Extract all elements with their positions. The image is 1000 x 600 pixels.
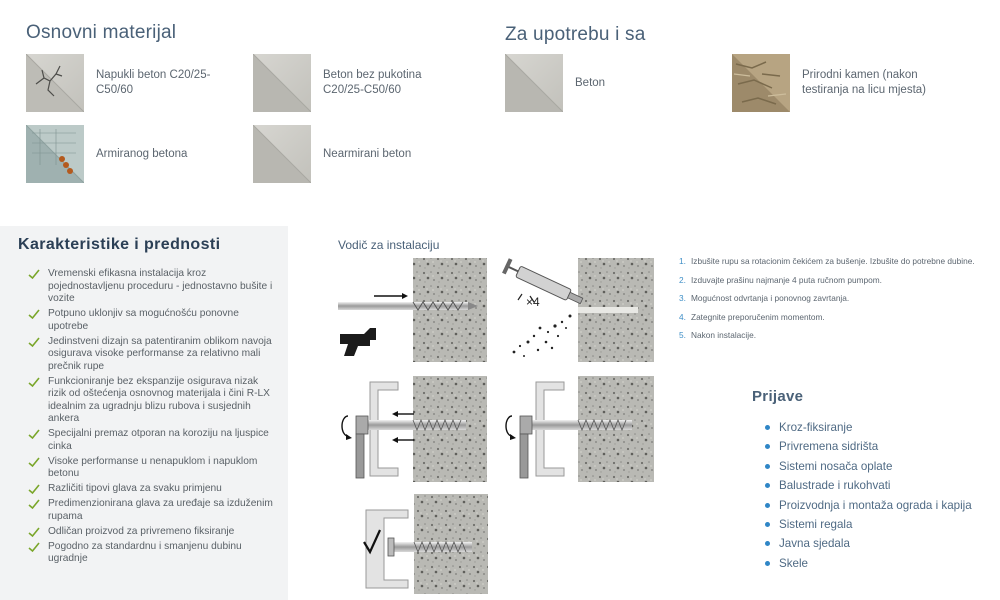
base-material-title: Osnovni materijal — [26, 22, 177, 43]
pump-count-label: ×4 — [526, 295, 540, 309]
application-item: Javna sjedala — [765, 534, 972, 553]
features-panel — [0, 226, 288, 600]
check-icon — [28, 541, 40, 553]
bullet-icon — [765, 444, 770, 449]
bullet-icon — [765, 425, 770, 430]
step-3-unscrew-illustration — [338, 376, 488, 482]
check-icon — [28, 498, 40, 510]
feature-item: Vremenski efikasna instalacija kroz pojednostavljenu proceduru - jednostavno bušite i vozite — [28, 268, 278, 306]
feature-item: Predimenzionirana glava za uređaje sa izduženim rupama — [28, 498, 278, 523]
installation-guide-title: Vodič za instalaciju — [338, 238, 440, 252]
application-item: Skele — [765, 554, 972, 573]
plain-concrete-swatch — [253, 125, 311, 183]
application-item: Sistemi regala — [765, 515, 972, 534]
check-icon — [28, 308, 40, 320]
application-item: Privremena sidrišta — [765, 437, 972, 456]
check-icon — [28, 376, 40, 388]
application-item: Kroz-fiksiranje — [765, 418, 972, 437]
step-item: 5. Nakon instalacije. — [679, 330, 757, 340]
application-item: Sistemi nosača oplate — [765, 457, 972, 476]
step-1-drill-illustration — [338, 256, 488, 362]
check-icon — [28, 268, 40, 280]
step-item: 2. Izduvajte prašinu najmanje 4 puta ručnom pumpom. — [679, 274, 882, 285]
cracked-concrete-swatch — [26, 54, 84, 112]
material-label: Nearmirani beton — [323, 148, 412, 160]
application-item: Proizvodnja i montaža ograda i kapija — [765, 496, 972, 515]
material-label: Napukli beton C20/25-C50/60 — [96, 69, 211, 96]
material-label: Prirodni kamen (nakon testiranja na licu mjesta) — [802, 69, 926, 96]
use-with-title: Za upotrebu i sa — [505, 24, 646, 45]
feature-item: Odličan proizvod za privremeno fiksiranje — [28, 526, 278, 539]
step-item: 1. Izbušite rupu sa rotacionim čekićem za bušenje. Izbušite do potrebne dubine. — [679, 256, 975, 266]
feature-item: Različiti tipovi glava za svaku primjenu — [28, 483, 278, 496]
feature-item: Specijalni premaz otporan na koroziju na ljuspice cinka — [28, 428, 278, 453]
features-list — [28, 268, 278, 568]
check-icon — [28, 526, 40, 538]
check-icon — [28, 456, 40, 468]
check-icon — [28, 483, 40, 495]
step-item: 3. Mogućnost odvrtanja i ponovnog zavrtanja. — [679, 293, 850, 303]
installation-steps — [679, 256, 979, 349]
bullet-icon — [765, 541, 770, 546]
application-item: Balustrade i rukohvati — [765, 476, 972, 495]
bullet-icon — [765, 561, 770, 566]
check-icon — [28, 336, 40, 348]
features-title: Karakteristike i prednosti — [18, 236, 221, 253]
concrete-swatch — [505, 54, 563, 112]
feature-item: Potpuno uklonjiv sa mogućnošću ponovne upotrebe — [28, 308, 278, 333]
feature-item: Visoke performanse u nenapuklom i napuklom betonu — [28, 456, 278, 481]
bullet-icon — [765, 464, 770, 469]
check-icon — [28, 428, 40, 440]
feature-item: Pogodno za standardnu i smanjenu dubinu ugradnje — [28, 541, 278, 566]
reinforced-concrete-swatch — [26, 125, 84, 183]
bullet-icon — [765, 522, 770, 527]
bullet-icon — [765, 503, 770, 508]
material-label: Beton bez pukotina C20/25-C50/60 — [323, 69, 422, 96]
feature-item: Jedinstveni dizajn sa patentiranim oblikom navoja osigurava visoke performanse za relativno mali prečnik rupe — [28, 336, 278, 374]
step-4-tighten-illustration — [500, 376, 654, 482]
natural-stone-swatch — [732, 54, 790, 112]
uncracked-concrete-swatch — [253, 54, 311, 112]
material-label: Beton — [575, 77, 606, 89]
applications-list — [765, 418, 972, 573]
step-5-final-illustration — [360, 494, 488, 600]
feature-item: Funkcioniranje bez ekspanzije osigurava nizak rizik od oštećenja osnovnog materijala i čini R-LX idealnim za ugradnju blizu rubova i susjednih ankera — [28, 376, 278, 426]
step-item: 4. Zategnite preporučenim momentom. — [679, 311, 825, 322]
applications-title: Prijave — [752, 388, 804, 405]
bullet-icon — [765, 483, 770, 488]
material-label: Armiranog betona — [96, 148, 188, 160]
step-2-pump-illustration — [500, 256, 654, 362]
